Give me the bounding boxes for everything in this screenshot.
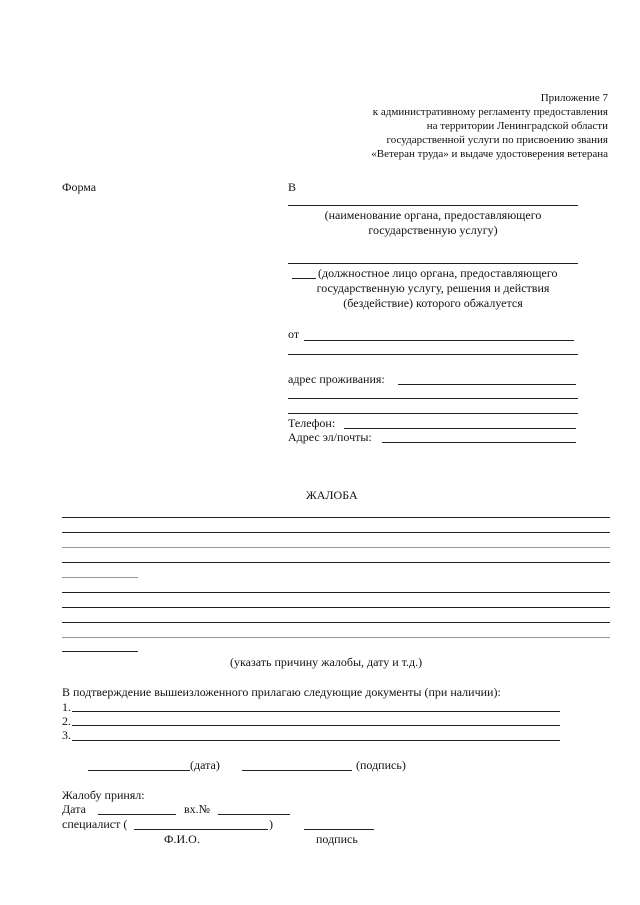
to-prefix: В bbox=[288, 180, 297, 194]
phone-label: Телефон: bbox=[288, 416, 336, 430]
organ-caption-2: государственную услугу) bbox=[368, 223, 498, 237]
attachments-intro: В подтверждение вышеизложенного прилагаю следующие документы (при наличии): bbox=[62, 685, 501, 699]
official-caption-1: (должностное лицо органа, предоставляющего bbox=[318, 266, 558, 280]
signature-line[interactable] bbox=[242, 770, 352, 771]
complaint-line[interactable] bbox=[62, 547, 610, 548]
specialist-label: специалист ( bbox=[62, 817, 128, 831]
email-line[interactable] bbox=[382, 442, 576, 443]
complaint-line[interactable] bbox=[62, 637, 610, 638]
complaint-line[interactable] bbox=[62, 622, 610, 623]
complaint-line[interactable] bbox=[62, 607, 610, 608]
signature-label: (подпись) bbox=[356, 758, 406, 772]
specialist-name-line[interactable] bbox=[134, 829, 268, 830]
signature-caption: подпись bbox=[316, 832, 358, 846]
date-label: (дата) bbox=[190, 758, 220, 772]
from-line-2[interactable] bbox=[288, 354, 578, 355]
complaint-line-short[interactable] bbox=[62, 651, 138, 652]
organ-caption-1: (наименование органа, предоставляющего bbox=[324, 208, 542, 222]
attachment-item-2-line[interactable] bbox=[72, 725, 560, 726]
organ-name-line bbox=[288, 205, 578, 206]
attachment-item-3-number: 3. bbox=[62, 728, 71, 742]
attachment-item-1-number: 1. bbox=[62, 700, 71, 714]
official-caption-3: (бездействие) которого обжалуется bbox=[343, 296, 523, 310]
appendix-line-2: к административному регламенту предоставления bbox=[372, 106, 608, 118]
form-label: Форма bbox=[62, 180, 97, 194]
incoming-number-label: вх.№ bbox=[184, 802, 211, 816]
received-date-label: Дата bbox=[62, 802, 86, 816]
phone-line[interactable] bbox=[344, 428, 576, 429]
appendix-line-4: государственной услуги по присвоению звания bbox=[386, 134, 608, 146]
fio-caption: Ф.И.О. bbox=[164, 832, 200, 846]
received-date-line[interactable] bbox=[98, 814, 176, 815]
complaint-line[interactable] bbox=[62, 532, 610, 533]
complaint-line[interactable] bbox=[62, 562, 610, 563]
complaint-line[interactable] bbox=[62, 517, 610, 518]
address-line-2[interactable] bbox=[288, 398, 578, 399]
complaint-caption: (указать причину жалобы, дату и т.д.) bbox=[230, 655, 423, 669]
appendix-line-3: на территории Ленинградской области bbox=[426, 120, 608, 132]
attachment-item-1-line[interactable] bbox=[72, 711, 560, 712]
official-caption-2: государственную услугу, решения и действия bbox=[316, 281, 550, 295]
incoming-number-line[interactable] bbox=[218, 814, 290, 815]
date-line[interactable] bbox=[88, 770, 190, 771]
attachment-item-3-line[interactable] bbox=[72, 740, 560, 741]
email-label: Адрес эл/почты: bbox=[288, 430, 372, 444]
specialist-signature-line[interactable] bbox=[304, 829, 374, 830]
from-line[interactable] bbox=[304, 340, 574, 341]
official-short-line bbox=[292, 278, 316, 279]
address-line[interactable] bbox=[398, 384, 576, 385]
from-label: от bbox=[288, 327, 300, 341]
official-line bbox=[288, 263, 578, 264]
document-title: ЖАЛОБА bbox=[306, 488, 358, 502]
address-label: адрес проживания: bbox=[288, 372, 385, 386]
complaint-line-short[interactable] bbox=[62, 577, 138, 578]
address-line-3[interactable] bbox=[288, 413, 578, 414]
appendix-line-5: «Ветеран труда» и выдаче удостоверения ветерана bbox=[371, 148, 608, 160]
specialist-close-paren: ) bbox=[269, 817, 273, 831]
attachment-item-2-number: 2. bbox=[62, 714, 71, 728]
received-heading: Жалобу принял: bbox=[62, 788, 145, 802]
appendix-number: Приложение 7 bbox=[540, 92, 608, 104]
complaint-line[interactable] bbox=[62, 592, 610, 593]
